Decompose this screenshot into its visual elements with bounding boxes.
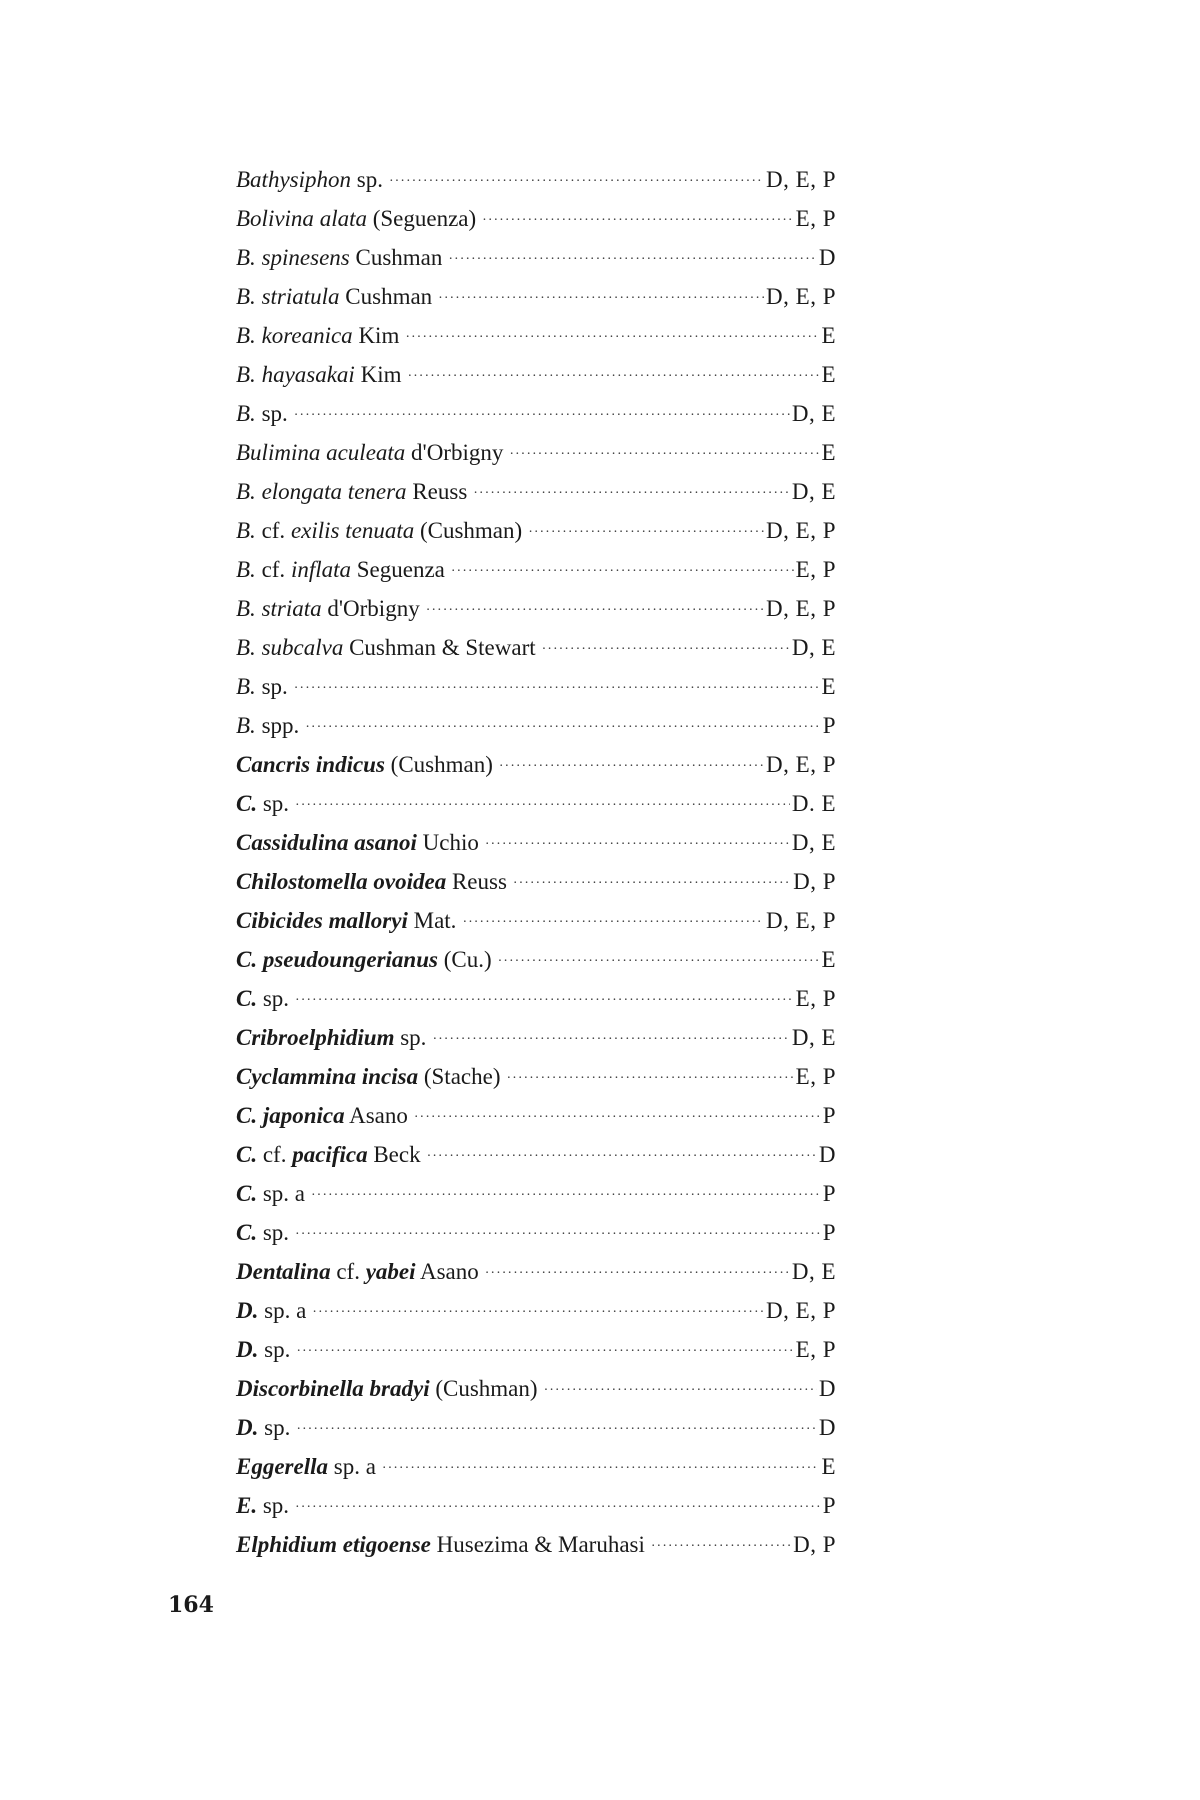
species-entry <box>236 979 836 1018</box>
dot-leader <box>295 786 790 825</box>
qualifier: cf. <box>255 518 286 543</box>
genus: C. <box>236 1181 258 1206</box>
author: sp. <box>257 1220 290 1245</box>
dot-leader <box>544 1371 817 1410</box>
occurrence: E <box>821 674 836 699</box>
taxon-name <box>236 1447 376 1486</box>
taxon-name <box>236 628 536 667</box>
taxon-name <box>236 1291 306 1330</box>
dot-leader <box>305 708 820 747</box>
genus: B. <box>236 401 256 426</box>
genus: Bulimina <box>236 440 321 465</box>
author: sp. <box>255 674 288 699</box>
author: Husezima & Maruhasi <box>430 1532 645 1557</box>
occurrence: D, E, P <box>766 518 836 543</box>
genus: Bathysiphon <box>236 167 351 192</box>
taxon-name <box>236 1486 289 1525</box>
occurrence: D <box>818 245 836 270</box>
author: sp. a <box>328 1454 376 1479</box>
dot-leader <box>296 1332 793 1371</box>
species-entry <box>236 1252 836 1291</box>
taxon-name <box>236 979 289 1018</box>
author: Reuss <box>406 479 468 504</box>
author: Cushman <box>339 284 433 309</box>
taxon-name <box>236 277 432 316</box>
genus: B. <box>236 518 256 543</box>
genus: C. <box>236 1220 258 1245</box>
taxon-name <box>236 667 288 706</box>
species: inflata <box>285 557 351 582</box>
dot-leader <box>426 591 764 630</box>
species-entry <box>236 433 836 472</box>
species: striata <box>255 596 322 621</box>
species: etigoense <box>336 1532 431 1557</box>
dot-leader <box>414 1098 821 1137</box>
dot-leader <box>432 1020 789 1059</box>
author: Kim <box>352 323 400 348</box>
author: Kim <box>354 362 402 387</box>
author: sp. <box>258 1337 291 1362</box>
species: koreanica <box>255 323 353 348</box>
author: d'Orbigny <box>321 596 420 621</box>
dot-leader <box>507 1059 794 1098</box>
genus: Cancris <box>236 752 311 777</box>
occurrence: D, E <box>791 635 836 660</box>
genus: C. <box>236 986 258 1011</box>
taxon-name <box>236 706 299 745</box>
genus: C. <box>236 1142 258 1167</box>
species-entry <box>236 628 836 667</box>
taxon-name <box>236 1018 426 1057</box>
genus: B. <box>236 362 256 387</box>
dot-leader <box>542 630 790 669</box>
species-entry <box>236 1135 836 1174</box>
species-entry <box>236 1174 836 1213</box>
dot-leader <box>438 279 764 318</box>
dot-leader <box>427 1137 817 1176</box>
author: sp. <box>255 401 288 426</box>
occurrence: E <box>821 323 836 348</box>
species-entry <box>236 1057 836 1096</box>
genus: E. <box>236 1493 258 1518</box>
taxon-name <box>236 1525 645 1564</box>
occurrence: P <box>822 1220 836 1245</box>
species-entry <box>236 394 836 433</box>
genus: B. <box>236 557 256 582</box>
species-entry <box>236 823 836 862</box>
author: Cushman <box>349 245 443 270</box>
species: spinesens <box>255 245 350 270</box>
genus: Chilostomella <box>236 869 368 894</box>
dot-leader <box>405 318 819 357</box>
genus: B. <box>236 635 256 660</box>
species: indicus <box>310 752 385 777</box>
taxon-name <box>236 550 445 589</box>
author: Seguenza <box>351 557 445 582</box>
genus: D. <box>236 1415 259 1440</box>
author: sp. <box>351 167 383 192</box>
qualifier: cf. <box>255 557 286 582</box>
taxon-name <box>236 160 383 199</box>
occurrence: P <box>822 713 836 738</box>
species-entry <box>236 1018 836 1057</box>
dot-leader <box>498 942 820 981</box>
dot-leader <box>295 1488 821 1527</box>
taxon-name <box>236 901 456 940</box>
author: sp. <box>257 1493 290 1518</box>
species-entry <box>236 1330 836 1369</box>
author: (Seguenza) <box>366 206 477 231</box>
occurrence: D, E, P <box>766 752 836 777</box>
genus: Elphidium <box>236 1532 337 1557</box>
taxon-name <box>236 472 467 511</box>
genus: Cribroelphidium <box>236 1025 395 1050</box>
occurrence: D, E <box>791 401 836 426</box>
species: asanoi <box>348 830 417 855</box>
taxon-name <box>236 784 289 823</box>
taxon-name <box>236 1330 290 1369</box>
page-number: 164 <box>168 1592 214 1618</box>
species-entry <box>236 589 836 628</box>
dot-leader <box>528 513 764 552</box>
author: sp. <box>394 1025 427 1050</box>
species: exilis tenuata <box>285 518 415 543</box>
genus: D. <box>236 1337 259 1362</box>
dot-leader <box>294 396 790 435</box>
genus: Dentalina <box>236 1259 331 1284</box>
taxon-name <box>236 823 479 862</box>
author: sp. a <box>257 1181 306 1206</box>
species: malloryi <box>322 908 408 933</box>
occurrence: E <box>821 947 836 972</box>
occurrence: D, P <box>793 869 836 894</box>
occurrence: P <box>822 1181 836 1206</box>
author: Reuss <box>446 869 507 894</box>
author: sp. a <box>258 1298 307 1323</box>
occurrence: P <box>822 1103 836 1128</box>
taxon-name <box>236 238 442 277</box>
species-entry <box>236 1447 836 1486</box>
occurrence: D, E <box>791 1025 836 1050</box>
occurrence: D, E, P <box>766 908 836 933</box>
author: sp. <box>257 791 290 816</box>
taxon-name <box>236 1213 289 1252</box>
author: sp. <box>258 1415 291 1440</box>
occurrence: E <box>821 440 836 465</box>
genus: D. <box>236 1298 259 1323</box>
dot-leader <box>407 357 819 396</box>
species: hayasakai <box>255 362 355 387</box>
occurrence: D, E, P <box>766 167 836 192</box>
occurrence: E, P <box>795 557 836 582</box>
taxon-name <box>236 199 476 238</box>
taxon-name <box>236 355 401 394</box>
dot-leader <box>312 1293 764 1332</box>
dot-leader <box>296 1410 817 1449</box>
dot-leader <box>462 903 764 942</box>
taxon-name <box>236 1408 290 1447</box>
occurrence: D. E <box>791 791 836 816</box>
species: pseudoungerianus <box>257 947 438 972</box>
dot-leader <box>451 552 794 591</box>
genus: B. <box>236 674 256 699</box>
taxon-name <box>236 433 503 472</box>
dot-leader <box>485 1254 790 1293</box>
author: (Stache) <box>418 1064 501 1089</box>
qualifier: cf. <box>257 1142 287 1167</box>
species-list <box>236 160 836 1564</box>
taxon-name <box>236 316 399 355</box>
species-entry <box>236 667 836 706</box>
genus: Eggerella <box>236 1454 328 1479</box>
genus: Cyclammina <box>236 1064 357 1089</box>
taxon-name <box>236 1057 501 1096</box>
species: ovoidea <box>367 869 447 894</box>
occurrence: D, E <box>791 830 836 855</box>
author: Asano <box>415 1259 479 1284</box>
occurrence: E, P <box>795 986 836 1011</box>
species-entry <box>236 277 836 316</box>
species-entry <box>236 901 836 940</box>
species-entry <box>236 706 836 745</box>
occurrence: E, P <box>795 206 836 231</box>
species: aculeata <box>320 440 406 465</box>
author: Mat. <box>407 908 457 933</box>
taxon-name <box>236 394 288 433</box>
genus: B. <box>236 284 256 309</box>
taxon-name <box>236 511 522 550</box>
species-entry <box>236 1096 836 1135</box>
occurrence: D, E <box>791 479 836 504</box>
genus: B. <box>236 323 256 348</box>
genus: C. <box>236 947 258 972</box>
author: Uchio <box>416 830 479 855</box>
dot-leader <box>382 1449 820 1488</box>
dot-leader <box>448 240 817 279</box>
taxon-name <box>236 589 420 628</box>
genus: Bolivina <box>236 206 314 231</box>
dot-leader <box>311 1176 821 1215</box>
species: yabei <box>359 1259 416 1284</box>
author: (Cushman) <box>384 752 493 777</box>
qualifier: cf. <box>330 1259 360 1284</box>
species: alata <box>313 206 367 231</box>
dot-leader <box>485 825 790 864</box>
taxon-name <box>236 940 492 979</box>
taxon-name <box>236 1252 479 1291</box>
species-entry <box>236 1291 836 1330</box>
occurrence: D, E, P <box>766 284 836 309</box>
dot-leader <box>389 162 764 201</box>
author: (Cushman) <box>414 518 523 543</box>
dot-leader <box>509 435 819 474</box>
species-entry <box>236 784 836 823</box>
species-entry <box>236 745 836 784</box>
species: bradyi <box>363 1376 430 1401</box>
species-entry <box>236 1486 836 1525</box>
dot-leader <box>295 1215 821 1254</box>
species-entry <box>236 862 836 901</box>
occurrence: E <box>821 362 836 387</box>
author: (Cu.) <box>437 947 492 972</box>
genus: Cassidulina <box>236 830 349 855</box>
species-entry <box>236 472 836 511</box>
occurrence: D <box>818 1376 836 1401</box>
taxon-name <box>236 1174 305 1213</box>
occurrence: E <box>821 1454 836 1479</box>
occurrence: P <box>822 1493 836 1518</box>
taxon-name <box>236 745 493 784</box>
species-entry <box>236 316 836 355</box>
genus: Cibicides <box>236 908 323 933</box>
dot-leader <box>499 747 764 786</box>
taxon-name <box>236 1135 421 1174</box>
dot-leader <box>295 981 794 1020</box>
author: (Cushman) <box>429 1376 538 1401</box>
species-entry <box>236 1369 836 1408</box>
species: incisa <box>356 1064 419 1089</box>
species-entry <box>236 160 836 199</box>
author: Beck <box>367 1142 421 1167</box>
species: pacifica <box>286 1142 368 1167</box>
species: subcalva <box>255 635 344 660</box>
genus: B. <box>236 479 256 504</box>
species-entry <box>236 199 836 238</box>
author: d'Orbigny <box>405 440 504 465</box>
author: Cushman & Stewart <box>343 635 536 660</box>
author: Asano <box>344 1103 408 1128</box>
species-entry <box>236 1408 836 1447</box>
taxon-name <box>236 1369 538 1408</box>
species-entry <box>236 940 836 979</box>
occurrence: E, P <box>795 1064 836 1089</box>
taxon-name <box>236 1096 408 1135</box>
dot-leader <box>482 201 793 240</box>
species-entry <box>236 355 836 394</box>
species-entry <box>236 550 836 589</box>
genus: B. <box>236 596 256 621</box>
occurrence: D, E <box>791 1259 836 1284</box>
species-entry <box>236 238 836 277</box>
occurrence: E, P <box>795 1337 836 1362</box>
genus: C. <box>236 1103 258 1128</box>
occurrence: D <box>818 1415 836 1440</box>
genus: B. <box>236 713 256 738</box>
author: sp. <box>257 986 290 1011</box>
dot-leader <box>513 864 791 903</box>
taxon-name <box>236 862 507 901</box>
species: japonica <box>257 1103 345 1128</box>
species-entry <box>236 1213 836 1252</box>
genus: C. <box>236 791 258 816</box>
genus: B. <box>236 245 256 270</box>
author: spp. <box>255 713 300 738</box>
occurrence: D, P <box>793 1532 836 1557</box>
species-entry <box>236 1525 836 1564</box>
species-entry <box>236 511 836 550</box>
occurrence: D, E, P <box>766 1298 836 1323</box>
dot-leader <box>651 1527 791 1566</box>
species: elongata tenera <box>255 479 407 504</box>
species: striatula <box>255 284 340 309</box>
occurrence: D <box>818 1142 836 1167</box>
dot-leader <box>294 669 820 708</box>
genus: Discorbinella <box>236 1376 364 1401</box>
occurrence: D, E, P <box>766 596 836 621</box>
dot-leader <box>473 474 790 513</box>
